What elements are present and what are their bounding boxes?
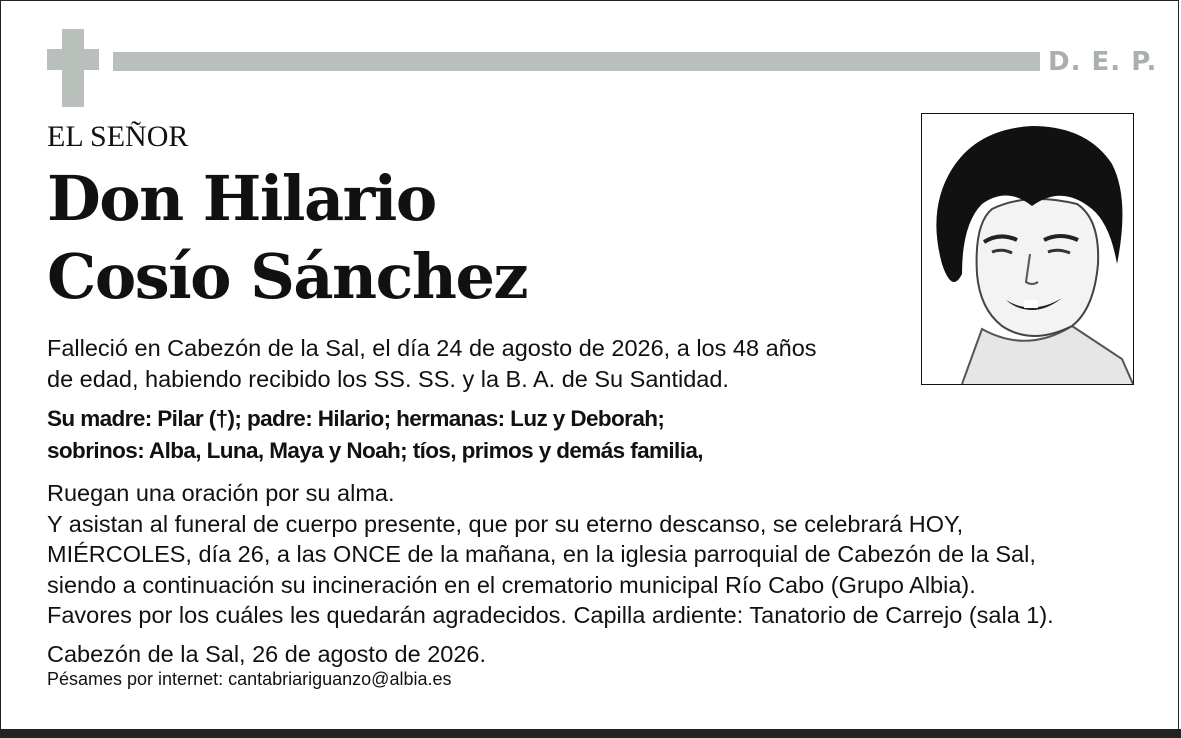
service-line: Y asistan al funeral de cuerpo presente, que por su eterno descanso, se celebrará HOY,: [47, 510, 964, 537]
condolences-contact: Pésames por internet: cantabriariguanzo@albia.es: [47, 669, 452, 689]
portrait-illustration: [922, 114, 1133, 384]
portrait-photo: [921, 113, 1134, 385]
deceased-name-line2: Cosío Sánchez: [47, 240, 528, 313]
dep-label: D. E. P.: [1048, 47, 1158, 77]
service-line: MIÉRCOLES, día 26, a las ONCE de la mañana, en la iglesia parroquial de Cabezón de la Sal,: [47, 541, 1036, 567]
header-rule: [113, 52, 1040, 71]
service-line: Favores por los cuáles les quedarán agradecidos. Capilla ardiente: Tanatorio de Carrejo (sala 1).: [47, 602, 1054, 628]
family-list: [47, 403, 703, 467]
family-line: sobrinos: Alba, Luna, Maya y Noah; tíos, primos y demás familia,: [47, 438, 703, 463]
service-line: siendo a continuación su incineración en el crematorio municipal Río Cabo (Grupo Albia).: [47, 571, 976, 598]
service-line: Ruegan una oración por su alma.: [47, 480, 395, 506]
service-details: [47, 478, 1054, 631]
family-line: Su madre: Pilar (†); padre: Hilario; hermanas: Luz y Deborah;: [47, 406, 665, 431]
place-date: Cabezón de la Sal, 26 de agosto de 2026.: [47, 641, 487, 667]
announcement-line: de edad, habiendo recibido los SS. SS. y la B. A. de Su Santidad.: [47, 366, 729, 392]
honorific: EL SEÑOR: [47, 120, 189, 153]
deceased-name-line1: Don Hilario: [47, 162, 436, 235]
cross-icon-arm: [47, 49, 99, 70]
announcement: [47, 333, 817, 395]
announcement-line: Falleció en Cabezón de la Sal, el día 24 de agosto de 2026, a los 48 años: [47, 335, 817, 361]
bottom-rule: [0, 729, 1181, 738]
